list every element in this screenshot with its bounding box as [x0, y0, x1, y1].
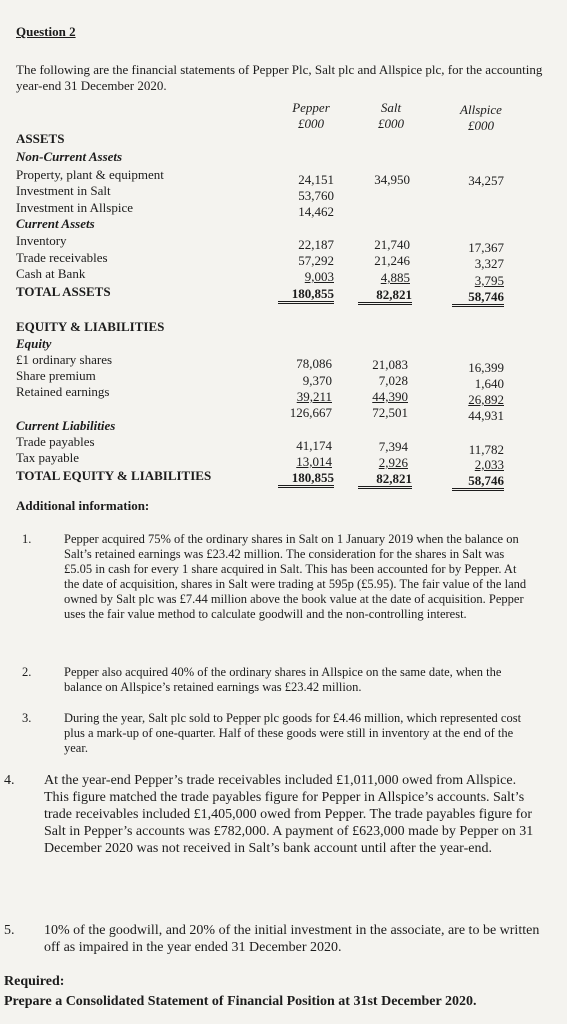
inv-allspice-pepper: 14,462	[298, 204, 334, 219]
cash-allspice: 3,795	[474, 273, 504, 288]
premium-allspice: 1,640	[474, 376, 504, 391]
inventory-allspice: 17,367	[468, 240, 504, 255]
row-label-inventory: Inventory	[16, 233, 67, 248]
note-number: 3.	[22, 711, 32, 725]
retained-allspice: 26,892	[468, 392, 504, 407]
note-text: During the year, Salt plc sold to Pepper plc goods for £4.46 million, which represented cost plus a mark-up of one-quarter. Half of these goods were still in inventory at the end of the year.	[64, 711, 522, 755]
total-eq-liab-pepper: 180,855	[278, 471, 334, 488]
receivables-salt: 21,246	[374, 253, 410, 268]
note-number: 2.	[22, 665, 32, 679]
retained-pepper: 39,211	[296, 389, 332, 404]
note-1	[22, 532, 534, 622]
tax-salt: 2,926	[378, 455, 408, 470]
total-assets-pepper: 180,855	[278, 287, 334, 304]
col-header-pepper: Pepper £000	[292, 100, 330, 131]
note-4	[4, 772, 544, 857]
row-label-total-eq-liab: TOTAL EQUITY & LIABILITIES	[16, 468, 212, 483]
col-header-salt: Salt £000	[378, 100, 404, 131]
shares-allspice: 16,399	[468, 360, 504, 375]
note-number: 1.	[22, 532, 32, 546]
note-text: At the year-end Pepper’s trade receivables included £1,011,000 owed from Allspice. This figure matched the trade payables figure for Pepper in Allspice’s accounts. Salt’s trade receivables included £1,405,000 owed from Pepper. The trade payables figure for Salt in Pepper’s accounts was £782,000. A payment of £623,000 made by Pepper on 31 December 2020 was not received in Salt’s bank account until after the year-end.	[44, 773, 534, 856]
payables-pepper: 41,174	[296, 438, 332, 453]
note-text: 10% of the goodwill, and 20% of the initial investment in the associate, are to be written off as impaired in the year ended 31 December 2020.	[44, 923, 540, 955]
payables-salt: 7,394	[378, 439, 408, 454]
cash-salt: 4,885	[380, 270, 410, 285]
row-label-ppe: Property, plant & equipment	[16, 167, 164, 182]
note-5	[4, 922, 544, 956]
intro-text: The following are the financial statements of Pepper Plc, Salt plc and Allspice plc, for the accounting year-end 31 December 2020.	[16, 62, 543, 93]
current-assets-heading: Current Assets	[16, 216, 95, 231]
question-title: Question 2	[16, 24, 76, 39]
row-label-trade-payables: Trade payables	[16, 434, 95, 449]
required-text: Prepare a Consolidated Statement of Financial Position at 31st December 2020.	[4, 994, 477, 1009]
equity-subtotal-allspice: 44,931	[468, 408, 504, 423]
note-2	[22, 665, 534, 695]
inv-salt-pepper: 53,760	[298, 188, 334, 203]
row-label-share-premium: Share premium	[16, 368, 96, 383]
inventory-salt: 21,740	[374, 237, 410, 252]
tax-pepper: 13,014	[296, 454, 332, 469]
total-eq-liab-allspice: 58,746	[452, 474, 504, 491]
row-label-inv-salt: Investment in Salt	[16, 183, 111, 198]
note-number: 4.	[4, 773, 15, 788]
receivables-allspice: 3,327	[474, 256, 504, 271]
inventory-pepper: 22,187	[298, 237, 334, 252]
equity-subtotal-pepper: 126,667	[289, 405, 332, 420]
note-text: Pepper acquired 75% of the ordinary shares in Salt on 1 January 2019 when the balance on Salt’s retained earnings was £23.42 million. The consideration for the shares in Salt was £5.05 in cash for every 1 share acquired in Salt. This has been accounted for by Pepper. At the date of acquisition, shares in Salt were trading at 595p (£5.95). The fair value of the land owned by Salt plc was £7.44 million above the book value at the date of acquisition. Pepper uses the fair value method to calculate goodwill and the non-controlling interest.	[64, 532, 527, 621]
total-assets-salt: 82,821	[358, 288, 412, 305]
total-assets-allspice: 58,746	[452, 290, 504, 307]
shares-salt: 21,083	[372, 357, 408, 372]
receivables-pepper: 57,292	[298, 253, 334, 268]
equity-subtotal-salt: 72,501	[372, 405, 408, 420]
note-number: 5.	[4, 923, 15, 938]
cash-pepper: 9,003	[304, 269, 334, 284]
noncurrent-assets-heading: Non-Current Assets	[16, 149, 123, 164]
row-label-retained-earnings: Retained earnings	[16, 384, 110, 399]
additional-info-heading: Additional information:	[16, 498, 150, 513]
row-label-inv-allspice: Investment in Allspice	[16, 200, 133, 215]
required-label: Required:	[4, 974, 65, 989]
tax-allspice: 2,033	[474, 457, 504, 472]
row-label-receivables: Trade receivables	[16, 250, 108, 265]
col-header-allspice: Allspice £000	[460, 102, 502, 133]
retained-salt: 44,390	[372, 389, 408, 404]
ppe-salt: 34,950	[374, 172, 410, 187]
shares-pepper: 78,086	[296, 356, 332, 371]
total-eq-liab-salt: 82,821	[358, 472, 412, 489]
note-3	[22, 711, 534, 756]
premium-pepper: 9,370	[302, 373, 332, 388]
ppe-pepper: 24,151	[298, 172, 334, 187]
premium-salt: 7,028	[378, 373, 408, 388]
row-label-cash: Cash at Bank	[16, 266, 86, 281]
current-liabilities-heading: Current Liabilities	[16, 418, 116, 433]
equity-heading: Equity	[16, 336, 52, 351]
row-label-total-assets: TOTAL ASSETS	[16, 284, 111, 299]
assets-heading: ASSETS	[16, 131, 65, 146]
row-label-tax-payable: Tax payable	[16, 450, 79, 465]
ppe-allspice: 34,257	[468, 173, 504, 188]
note-text: Pepper also acquired 40% of the ordinary shares in Allspice on the same date, when the balance on Allspice’s retained earnings was £23.42 million.	[64, 665, 502, 694]
row-label-ordinary-shares: £1 ordinary shares	[16, 352, 113, 367]
payables-allspice: 11,782	[468, 442, 504, 457]
equity-liabilities-heading: EQUITY & LIABILITIES	[16, 319, 165, 334]
